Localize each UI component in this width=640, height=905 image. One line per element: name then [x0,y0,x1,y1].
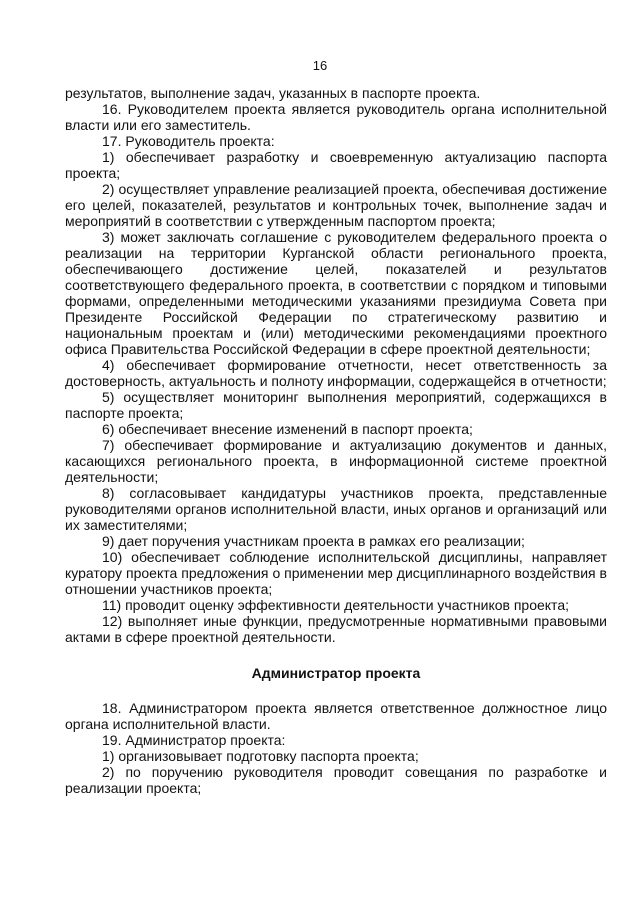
paragraph: 16. Руководителем проекта является руководитель органа исполнительной власти или его заместитель. [65,101,607,133]
paragraph: 2) осуществляет управление реализацией проекта, обеспечивая достижение его целей, показателей, результатов и контрольных точек, выполнение задач и мероприятий в соответствии с утвержденным паспортом проекта; [65,181,607,229]
paragraph: 6) обеспечивает внесение изменений в паспорт проекта; [102,421,473,437]
paragraph: 18. Администратором проекта является ответственное должностное лицо органа исполнительной власти. [65,700,607,732]
paragraph: 17. Руководитель проекта: [102,133,275,149]
paragraph: 2) по поручению руководителя проводит совещания по разработке и реализации проекта; [65,764,607,796]
section-heading: Администратор проекта [251,665,421,681]
paragraph: 3) может заключать соглашение с руководителем федерального проекта о реализации на территории Курганской области регионального проекта, обеспечивающего достижение целей, показателей и результатов соответствующего федерального проекта, в соответствии с порядком и типовыми формами, определенными методическими указаниями президиума Совета при Президенте Российской Федерации по стратегическому развитию и национальным проектам и (или) методическими рекомендациями проектного офиса Правительства Российской Федерации в сфере проектной деятельности; [65,229,607,357]
paragraphs-before [65,85,607,645]
paragraphs-after [65,700,607,796]
paragraph: 9) дает поручения участникам проекта в рамках его реализации; [102,533,525,549]
paragraph: 1) организовывает подготовку паспорта проекта; [102,748,419,764]
paragraph: 8) согласовывает кандидатуры участников проекта, представленные руководителями органов исполнительной власти, иных органов и организаций или их заместителями; [65,485,607,533]
paragraph: 11) проводит оценку эффективности деятельности участников проекта; [102,597,569,613]
paragraph: 10) обеспечивает соблюдение исполнительской дисциплины, направляет куратору проекта предложения о применении мер дисциплинарного воздействия в отношении участников проекта; [65,549,607,597]
paragraph: 1) обеспечивает разработку и своевременную актуализацию паспорта проекта; [65,149,607,181]
paragraph: 4) обеспечивает формирование отчетности, несет ответственность за достоверность, актуальность и полноту информации, содержащейся в отчетности; [65,357,607,389]
paragraph: 19. Администратор проекта: [102,732,286,748]
paragraph: 12) выполняет иные функции, предусмотренные нормативными правовыми актами в сфере проектной деятельности. [65,613,607,645]
document-body [65,85,607,796]
paragraph: 5) осуществляет мониторинг выполнения мероприятий, содержащихся в паспорте проекта; [65,389,607,421]
paragraph: результатов, выполнение задач, указанных в паспорте проекта. [65,85,481,101]
page-number: 16 [312,58,328,73]
paragraph: 7) обеспечивает формирование и актуализацию документов и данных, касающихся регионального проекта, в информационной системе проектной деятельности; [65,437,607,485]
